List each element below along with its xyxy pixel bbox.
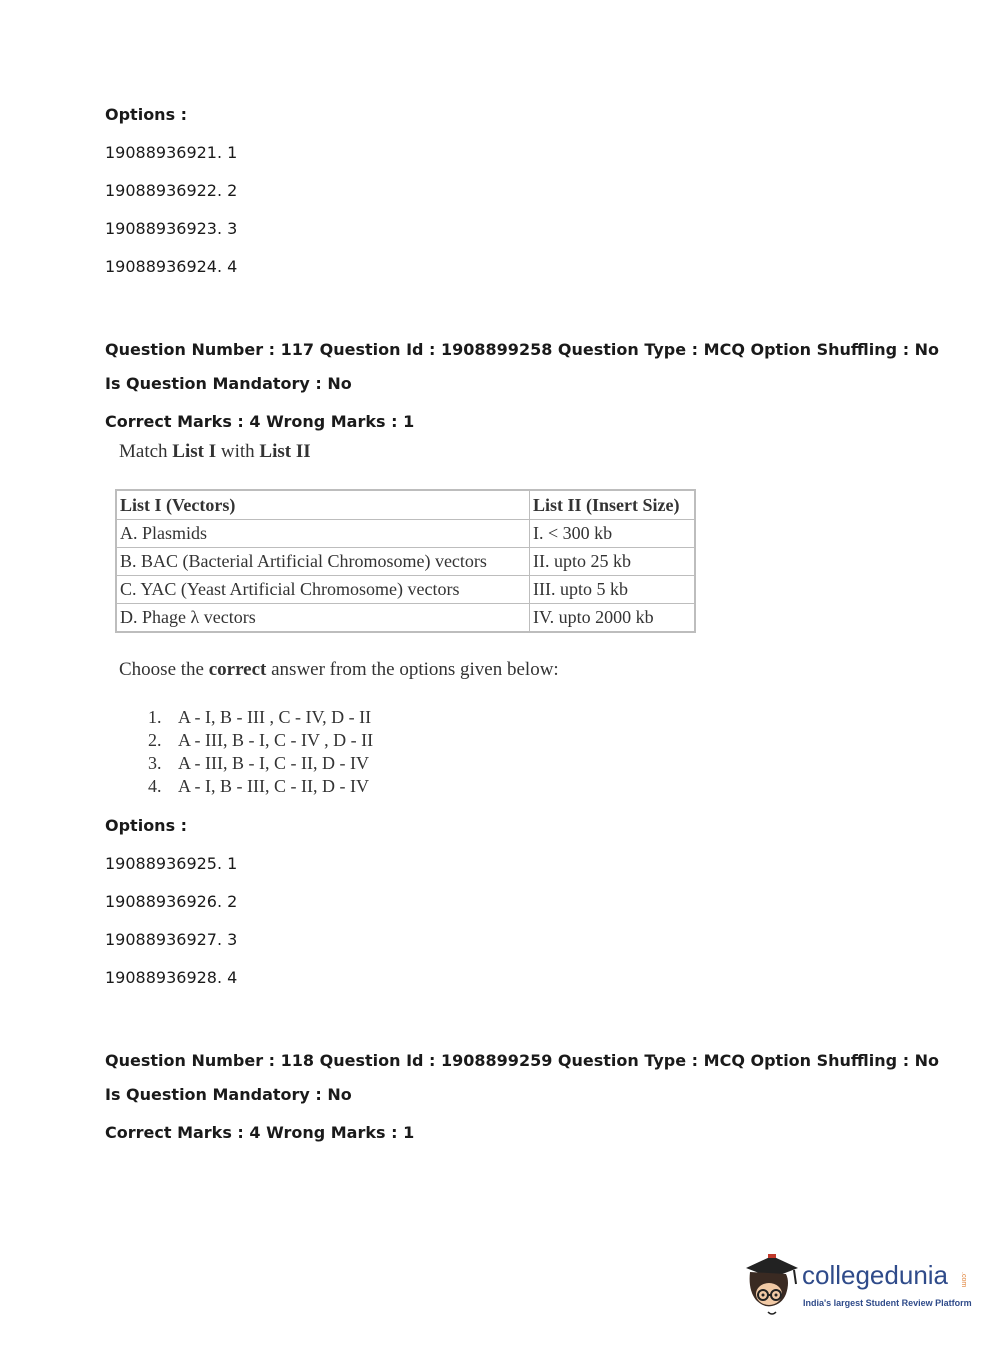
prompt-list2: List II [259,441,311,462]
option-item: 19088936927. 3 [105,930,238,949]
question-header: Question Number : 118 Question Id : 1908899259 Question Type : MCQ Option Shuffling : No [105,1051,940,1070]
answer-choice [148,706,373,729]
table-cell: I. < 300 kb [530,520,696,548]
table-cell: IV. upto 2000 kb [530,604,696,633]
choice-number: 3. [148,753,162,773]
match-table-wrapper [115,489,696,633]
question-marks: Correct Marks : 4 Wrong Marks : 1 [105,1123,415,1142]
question-prompt [119,441,311,463]
logo-tagline: India's largest Student Review Platform [803,1298,972,1308]
prompt-prefix: Match [119,441,173,462]
options-label: Options : [105,105,188,124]
table-header-row [116,490,695,520]
option-item: 19088936928. 4 [105,968,238,987]
answer-choice [148,752,373,775]
choice-text: A - III, B - I, C - IV , D - II [178,730,374,750]
choose-instruction [119,659,559,681]
choice-text: A - I, B - III , C - IV, D - II [178,707,372,727]
table-row [116,576,695,604]
option-item: 19088936924. 4 [105,257,238,276]
table-cell: II. upto 25 kb [530,548,696,576]
choice-number: 4. [148,776,162,796]
table-row [116,604,695,633]
answer-choice [148,775,373,798]
question-marks: Correct Marks : 4 Wrong Marks : 1 [105,412,415,431]
answer-choice [148,729,373,752]
match-table [115,489,696,633]
table-header-cell: List I (Vectors) [116,490,530,520]
collegedunia-logo[interactable] [742,1250,972,1320]
prompt-list1: List I [172,441,217,462]
mascot-icon [742,1250,802,1320]
choice-number: 1. [148,707,162,727]
answer-choices [148,706,373,798]
question-mandatory: Is Question Mandatory : No [105,1085,352,1104]
table-cell: A. Plasmids [116,520,530,548]
table-cell: B. BAC (Bacterial Artificial Chromosome) vectors [116,548,530,576]
table-cell: III. upto 5 kb [530,576,696,604]
table-cell: D. Phage λ vectors [116,604,530,633]
table-cell: C. YAC (Yeast Artificial Chromosome) vectors [116,576,530,604]
choose-prefix: Choose the [119,659,209,680]
table-row [116,548,695,576]
choice-text: A - I, B - III, C - II, D - IV [178,776,369,796]
option-item: 19088936926. 2 [105,892,238,911]
option-item: 19088936923. 3 [105,219,238,238]
table-row [116,520,695,548]
option-item: 19088936922. 2 [105,181,238,200]
option-item: 19088936925. 1 [105,854,238,873]
choose-suffix: answer from the options given below: [266,659,559,680]
option-item: 19088936921. 1 [105,143,238,162]
logo-com: .com [960,1272,967,1288]
question-mandatory: Is Question Mandatory : No [105,374,352,393]
choose-bold: correct [208,659,267,680]
question-header: Question Number : 117 Question Id : 1908899258 Question Type : MCQ Option Shuffling : No [105,340,940,359]
table-header-cell: List II (Insert Size) [530,490,696,520]
logo-wordmark: collegedunia [802,1260,949,1290]
choice-number: 2. [148,730,162,750]
options-label: Options : [105,816,188,835]
prompt-with: with [216,441,260,462]
choice-text: A - III, B - I, C - II, D - IV [178,753,369,773]
